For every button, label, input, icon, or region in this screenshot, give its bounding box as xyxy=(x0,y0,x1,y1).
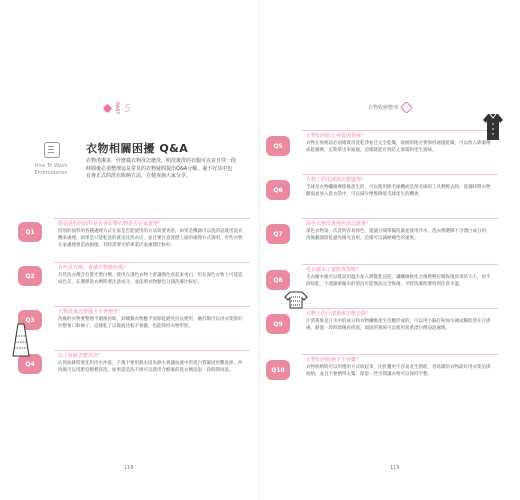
header-text: 衣物收納整理 xyxy=(368,105,399,111)
question-text: 衣物如何防止發霉與異味？ xyxy=(306,133,367,139)
question-badge: Q9 xyxy=(266,314,290,334)
intro-text: 衣物清潔多，什麼樣衣物洗怎麼洗，明洗後洗的衣服可以並且穿一段時間後必須整理這是常見的衣物疑問提出Q&A分解，還不好其中也有會正式的洗衣收納方法，方便查詢大家分享。 xyxy=(86,158,237,179)
question-text: 沾上血跡怎麼清洗？ xyxy=(58,353,104,359)
page-number: 118 xyxy=(124,465,134,471)
answer-text: 有些洗衣劑含有螢光增白劑，使用在淺色衣物上會讓顏色看起來更白，但在深色衣物上可能造成色差，在選擇洗衣劑時要注意成分，並依照衣物顏色分開洗滌比較好。 xyxy=(58,273,243,285)
question-text: 衣物上的毛球該怎麼處理？ xyxy=(306,177,367,183)
question-text: 有些洗衣劑，會讓衣物變色嗎？ xyxy=(58,265,129,271)
section-how-to: How To Wash Embroidaries xyxy=(34,163,68,176)
question-divider xyxy=(54,350,250,351)
running-header xyxy=(368,103,411,112)
question-divider xyxy=(302,264,498,265)
question-divider xyxy=(302,354,498,355)
answer-text: 衣物在收納前必須確實清洗乾淨並且完全乾燥，收納的地方要保持通風乾燥，可以放入除濕劑或乾燥劑，定期拿出來通風，這樣就能有效防止發霉和產生異味。 xyxy=(306,141,491,153)
question-text: 製造過程的面料是否會影響衣物是否在家處理？ xyxy=(58,221,164,227)
question-divider xyxy=(302,218,498,219)
answer-text: 特別的面料的各種處理方式在家是否能使用的方法需要查看，如果是機器可以洗的話就用洗衣機來處理，如果是只能乾洗的就送往洗衣店，並且要注意洗標上面的處理方式說明，有些衣物在家處理會造成損傷，有時需要交給專業店家處理比較好。 xyxy=(58,229,243,248)
question-divider xyxy=(302,308,498,309)
dress-illustration xyxy=(10,322,32,358)
question-text: 衣物上的汗漬黃斑怎麼去除？ xyxy=(306,311,372,317)
answer-text: 毛衣縮水後可以嘗試用溫水加入潤髮乳浸泡，讓纖維軟化之後輕輕拉開恢復原來的大小，再平放晾乾，不過嚴重縮水的情況可能無法完全恢復，平時洗滌時要特別注意水溫。 xyxy=(306,275,491,287)
answer-text: 汗漬黃斑是汗水中的成分和衣物纖維產生反應形成的，可以用小蘇打粉加水調成糊狀塗在汗漬處，靜置一段時間後再搓洗，頑固的黃斑可以使用氧系漂白劑浸泡處理。 xyxy=(306,319,491,331)
question-badge: Q4 xyxy=(18,354,42,374)
part-diamond-icon xyxy=(103,104,113,114)
question-text: 深色衣物洗後褪色該怎麼辦？ xyxy=(306,221,372,227)
part-label: PART xyxy=(115,102,120,115)
page-number: 119 xyxy=(390,465,400,471)
question-divider xyxy=(302,174,498,175)
question-divider xyxy=(54,218,250,219)
shirt-illustration xyxy=(482,112,504,142)
question-text: 毛衣縮水了還能恢復嗎？ xyxy=(306,267,362,273)
question-divider xyxy=(302,130,498,131)
answer-text: 衣物收納時可以用捲的方式收起來，比折疊更不容易產生摺痕，容易皺的衣物最好用衣架吊掛收納，並且不要擠得太緊，保留一些空間讓衣物可以保持平整。 xyxy=(306,365,491,377)
question-badge: Q7 xyxy=(266,224,290,244)
right-page xyxy=(260,0,520,500)
section-title: 衣物相關困擾 Q&A xyxy=(86,142,189,155)
question-badge: Q10 xyxy=(266,360,290,380)
question-text: 衣物洗後怎麼擺才不會變形？ xyxy=(58,309,124,315)
question-badge: Q3 xyxy=(18,310,42,330)
question-badge: Q1 xyxy=(18,222,42,242)
question-badge: Q8 xyxy=(266,270,290,290)
sweater-illustration xyxy=(284,290,308,310)
question-badge: Q6 xyxy=(266,180,290,200)
part-marker xyxy=(104,102,131,115)
list-icon xyxy=(44,142,60,158)
answer-text: 沾到血跡時要先用冷水沖洗，千萬不要用熱水因為熱水會讓血液中的蛋白質凝固更難洗掉，沖洗後可以用肥皂輕輕搓洗，如果還是洗不掉可以使用含酵素的洗衣劑浸泡一段時間再洗。 xyxy=(58,361,243,373)
answer-text: 毛球是衣物纖維摩擦後產生的，可以使用除毛球機或是刮毛球的工具輕輕去除，洗滌時將衣物翻面並放入洗衣袋中，可以減少摩擦降低毛球產生的機會。 xyxy=(306,185,491,197)
question-text: 衣物如何收納才不會皺？ xyxy=(306,357,362,363)
answer-text: 深色衣物第一次洗時容易掉色，建議分開單獨洗滌並使用冷水，洗衣劑選擇不含漂白成分的，洗後翻面陰乾避免陽光直射，這樣可以減緩褪色的速度。 xyxy=(306,229,491,241)
header-diamond-icon xyxy=(400,101,413,114)
question-badge: Q5 xyxy=(266,136,290,156)
question-divider xyxy=(54,262,250,263)
question-divider xyxy=(54,306,250,307)
question-badge: Q2 xyxy=(18,266,42,286)
part-number: 5 xyxy=(124,102,131,115)
answer-text: 洗後的衣物要整理平順後再晾，針織類衣物應平放晾乾避免拉長變形，襯衫類可以用衣架掛好拉整領口和袖子，這樣乾了以後就比較不會皺，也能保持衣物形狀。 xyxy=(58,317,243,329)
